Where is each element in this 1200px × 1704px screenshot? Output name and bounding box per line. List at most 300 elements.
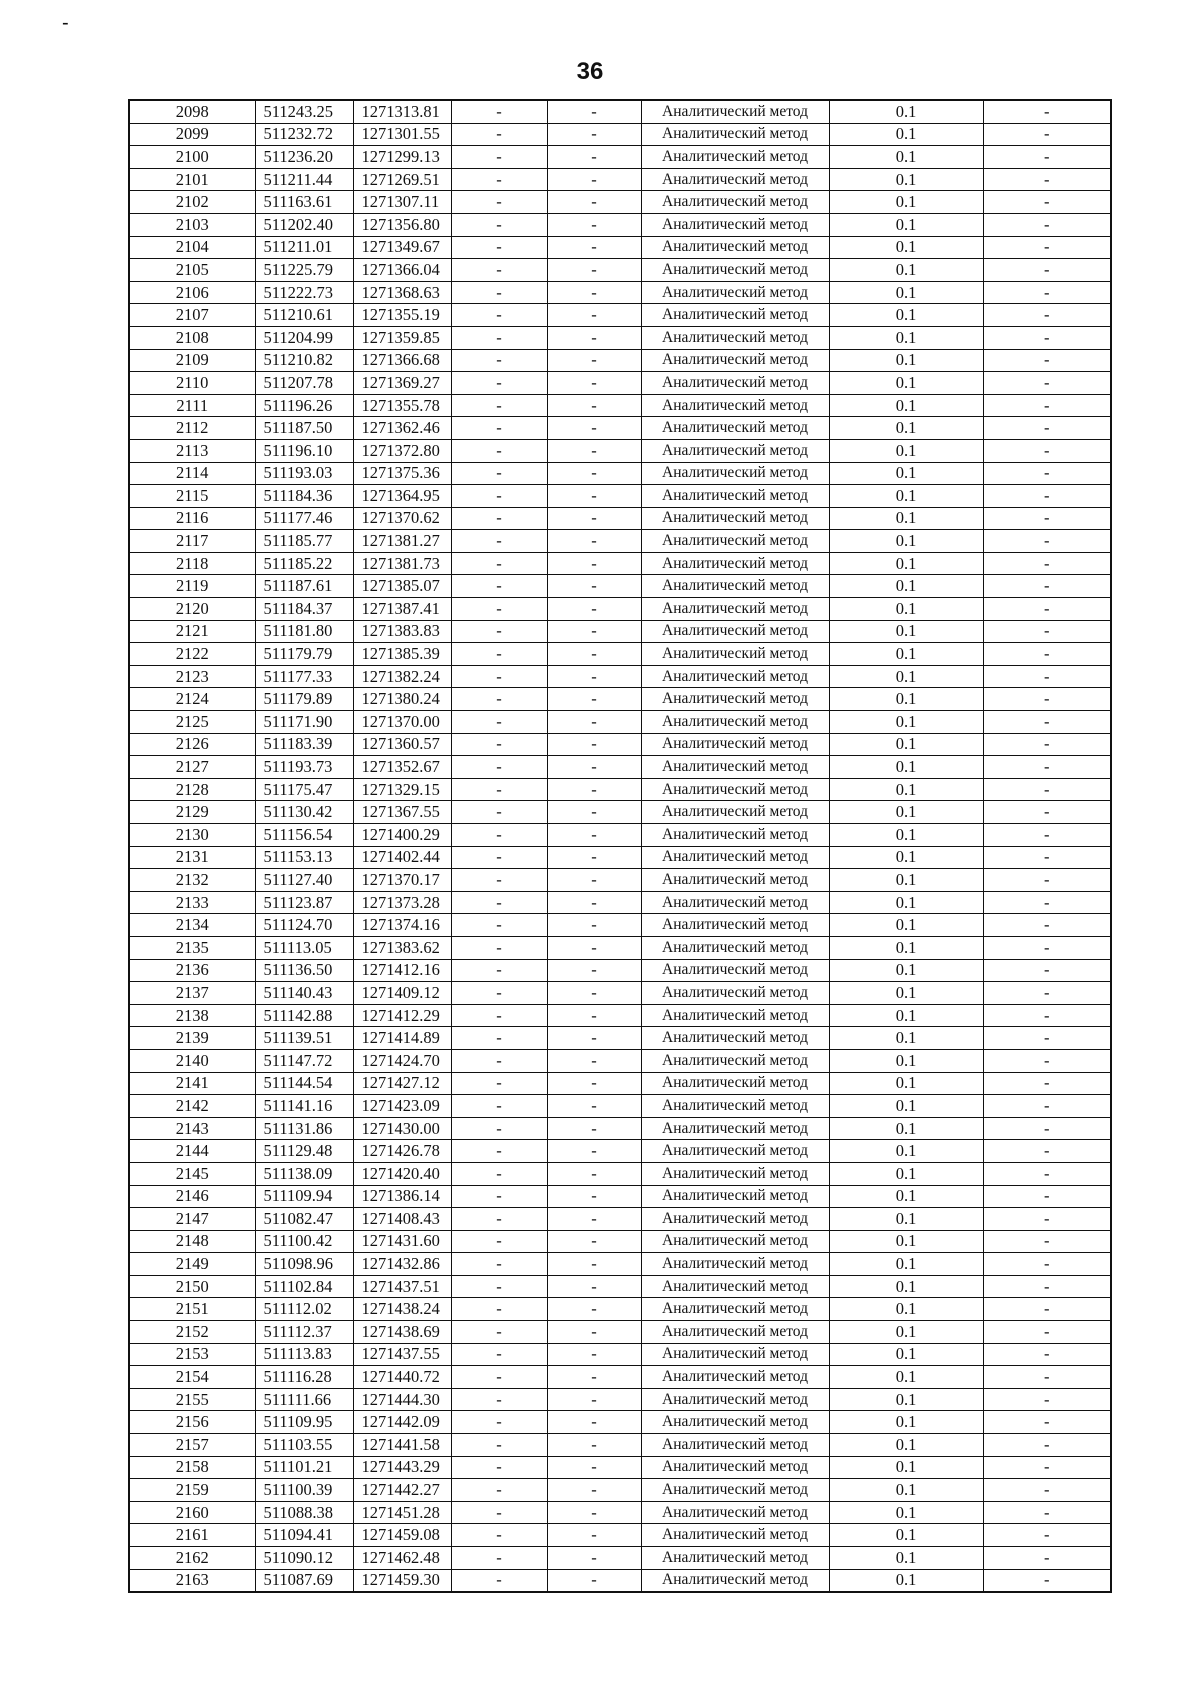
table-row: [129, 168, 1111, 191]
table-row: [129, 236, 1111, 259]
x-coordinate-cell: 511101.21: [255, 1456, 353, 1479]
accuracy-cell: 0.1: [829, 439, 983, 462]
column-8-cell: -: [983, 1117, 1111, 1140]
column-5-cell: -: [547, 1434, 641, 1457]
column-5-cell: -: [547, 1230, 641, 1253]
accuracy-cell: 0.1: [829, 1095, 983, 1118]
column-4-cell: -: [451, 1162, 547, 1185]
method-cell: Аналитический метод: [641, 349, 829, 372]
column-5-cell: -: [547, 259, 641, 282]
x-coordinate-cell: 511130.42: [255, 801, 353, 824]
table-row: [129, 1140, 1111, 1163]
x-coordinate-cell: 511211.01: [255, 236, 353, 259]
column-8-cell: -: [983, 778, 1111, 801]
x-coordinate-cell: 511103.55: [255, 1434, 353, 1457]
accuracy-cell: 0.1: [829, 1004, 983, 1027]
column-5-cell: -: [547, 1162, 641, 1185]
column-8-cell: -: [983, 394, 1111, 417]
x-coordinate-cell: 511140.43: [255, 982, 353, 1005]
point-number-cell: 2158: [129, 1456, 255, 1479]
table-row: [129, 213, 1111, 236]
point-number-cell: 2150: [129, 1275, 255, 1298]
table-row: [129, 620, 1111, 643]
column-8-cell: -: [983, 846, 1111, 869]
column-5-cell: -: [547, 711, 641, 734]
x-coordinate-cell: 511156.54: [255, 824, 353, 847]
point-number-cell: 2139: [129, 1027, 255, 1050]
point-number-cell: 2146: [129, 1185, 255, 1208]
table-row: [129, 507, 1111, 530]
table-row: [129, 123, 1111, 146]
table-body: [129, 100, 1111, 1592]
accuracy-cell: 0.1: [829, 462, 983, 485]
accuracy-cell: 0.1: [829, 168, 983, 191]
accuracy-cell: 0.1: [829, 1140, 983, 1163]
table-row: [129, 1569, 1111, 1592]
column-8-cell: -: [983, 1140, 1111, 1163]
accuracy-cell: 0.1: [829, 1275, 983, 1298]
table-row: [129, 575, 1111, 598]
column-5-cell: -: [547, 1388, 641, 1411]
y-coordinate-cell: 1271360.57: [353, 733, 451, 756]
table-row: [129, 259, 1111, 282]
point-number-cell: 2101: [129, 168, 255, 191]
accuracy-cell: 0.1: [829, 1343, 983, 1366]
column-4-cell: -: [451, 1411, 547, 1434]
column-4-cell: -: [451, 372, 547, 395]
table-row: [129, 598, 1111, 621]
x-coordinate-cell: 511225.79: [255, 259, 353, 282]
point-number-cell: 2161: [129, 1524, 255, 1547]
column-5-cell: -: [547, 778, 641, 801]
point-number-cell: 2102: [129, 191, 255, 214]
y-coordinate-cell: 1271427.12: [353, 1072, 451, 1095]
accuracy-cell: 0.1: [829, 236, 983, 259]
y-coordinate-cell: 1271442.09: [353, 1411, 451, 1434]
x-coordinate-cell: 511112.37: [255, 1321, 353, 1344]
column-5-cell: -: [547, 1456, 641, 1479]
point-number-cell: 2147: [129, 1208, 255, 1231]
x-coordinate-cell: 511211.44: [255, 168, 353, 191]
column-4-cell: -: [451, 100, 547, 123]
column-5-cell: -: [547, 485, 641, 508]
point-number-cell: 2163: [129, 1569, 255, 1592]
column-4-cell: -: [451, 417, 547, 440]
column-8-cell: -: [983, 824, 1111, 847]
point-number-cell: 2145: [129, 1162, 255, 1185]
table-row: [129, 801, 1111, 824]
column-8-cell: -: [983, 914, 1111, 937]
column-5-cell: -: [547, 575, 641, 598]
table-row: [129, 936, 1111, 959]
column-8-cell: -: [983, 1253, 1111, 1276]
table-row: [129, 733, 1111, 756]
column-8-cell: -: [983, 643, 1111, 666]
column-8-cell: -: [983, 507, 1111, 530]
column-8-cell: -: [983, 1479, 1111, 1502]
table-row: [129, 1208, 1111, 1231]
method-cell: Аналитический метод: [641, 1434, 829, 1457]
table-row: [129, 1117, 1111, 1140]
column-8-cell: -: [983, 417, 1111, 440]
column-8-cell: -: [983, 801, 1111, 824]
column-5-cell: -: [547, 507, 641, 530]
column-4-cell: -: [451, 1434, 547, 1457]
method-cell: Аналитический метод: [641, 620, 829, 643]
point-number-cell: 2152: [129, 1321, 255, 1344]
column-5-cell: -: [547, 100, 641, 123]
table-row: [129, 959, 1111, 982]
column-4-cell: -: [451, 1230, 547, 1253]
accuracy-cell: 0.1: [829, 394, 983, 417]
column-4-cell: -: [451, 349, 547, 372]
method-cell: Аналитический метод: [641, 1230, 829, 1253]
column-4-cell: -: [451, 1366, 547, 1389]
accuracy-cell: 0.1: [829, 711, 983, 734]
column-4-cell: -: [451, 1479, 547, 1502]
point-number-cell: 2138: [129, 1004, 255, 1027]
table-row: [129, 326, 1111, 349]
column-5-cell: -: [547, 1343, 641, 1366]
column-8-cell: -: [983, 326, 1111, 349]
y-coordinate-cell: 1271364.95: [353, 485, 451, 508]
column-5-cell: -: [547, 959, 641, 982]
x-coordinate-cell: 511109.95: [255, 1411, 353, 1434]
x-coordinate-cell: 511175.47: [255, 778, 353, 801]
x-coordinate-cell: 511113.83: [255, 1343, 353, 1366]
accuracy-cell: 0.1: [829, 1072, 983, 1095]
table-row: [129, 1162, 1111, 1185]
method-cell: Аналитический метод: [641, 1298, 829, 1321]
y-coordinate-cell: 1271440.72: [353, 1366, 451, 1389]
table-row: [129, 1411, 1111, 1434]
y-coordinate-cell: 1271370.62: [353, 507, 451, 530]
x-coordinate-cell: 511100.42: [255, 1230, 353, 1253]
x-coordinate-cell: 511243.25: [255, 100, 353, 123]
column-8-cell: -: [983, 485, 1111, 508]
point-number-cell: 2134: [129, 914, 255, 937]
y-coordinate-cell: 1271383.62: [353, 936, 451, 959]
column-4-cell: -: [451, 756, 547, 779]
column-4-cell: -: [451, 575, 547, 598]
method-cell: Аналитический метод: [641, 733, 829, 756]
coordinates-table: [128, 99, 1112, 1593]
y-coordinate-cell: 1271426.78: [353, 1140, 451, 1163]
table-row: [129, 1547, 1111, 1570]
method-cell: Аналитический метод: [641, 711, 829, 734]
accuracy-cell: 0.1: [829, 891, 983, 914]
point-number-cell: 2114: [129, 462, 255, 485]
x-coordinate-cell: 511111.66: [255, 1388, 353, 1411]
point-number-cell: 2110: [129, 372, 255, 395]
column-4-cell: -: [451, 507, 547, 530]
accuracy-cell: 0.1: [829, 417, 983, 440]
point-number-cell: 2129: [129, 801, 255, 824]
y-coordinate-cell: 1271307.11: [353, 191, 451, 214]
method-cell: Аналитический метод: [641, 1275, 829, 1298]
column-5-cell: -: [547, 891, 641, 914]
y-coordinate-cell: 1271444.30: [353, 1388, 451, 1411]
accuracy-cell: 0.1: [829, 507, 983, 530]
accuracy-cell: 0.1: [829, 733, 983, 756]
column-5-cell: -: [547, 688, 641, 711]
method-cell: Аналитический метод: [641, 1095, 829, 1118]
column-4-cell: -: [451, 1004, 547, 1027]
accuracy-cell: 0.1: [829, 1298, 983, 1321]
point-number-cell: 2159: [129, 1479, 255, 1502]
column-4-cell: -: [451, 1095, 547, 1118]
x-coordinate-cell: 511116.28: [255, 1366, 353, 1389]
accuracy-cell: 0.1: [829, 1185, 983, 1208]
column-4-cell: -: [451, 1501, 547, 1524]
accuracy-cell: 0.1: [829, 778, 983, 801]
y-coordinate-cell: 1271372.80: [353, 439, 451, 462]
x-coordinate-cell: 511131.86: [255, 1117, 353, 1140]
table-row: [129, 485, 1111, 508]
point-number-cell: 2100: [129, 146, 255, 169]
x-coordinate-cell: 511109.94: [255, 1185, 353, 1208]
point-number-cell: 2160: [129, 1501, 255, 1524]
x-coordinate-cell: 511136.50: [255, 959, 353, 982]
y-coordinate-cell: 1271352.67: [353, 756, 451, 779]
y-coordinate-cell: 1271420.40: [353, 1162, 451, 1185]
method-cell: Аналитический метод: [641, 1253, 829, 1276]
table-row: [129, 982, 1111, 1005]
table-row: [129, 1230, 1111, 1253]
method-cell: Аналитический метод: [641, 1072, 829, 1095]
y-coordinate-cell: 1271430.00: [353, 1117, 451, 1140]
point-number-cell: 2112: [129, 417, 255, 440]
column-5-cell: -: [547, 982, 641, 1005]
y-coordinate-cell: 1271383.83: [353, 620, 451, 643]
y-coordinate-cell: 1271438.69: [353, 1321, 451, 1344]
column-5-cell: -: [547, 236, 641, 259]
y-coordinate-cell: 1271385.07: [353, 575, 451, 598]
method-cell: Аналитический метод: [641, 1411, 829, 1434]
column-5-cell: -: [547, 1117, 641, 1140]
table-row: [129, 1275, 1111, 1298]
y-coordinate-cell: 1271386.14: [353, 1185, 451, 1208]
accuracy-cell: 0.1: [829, 485, 983, 508]
point-number-cell: 2116: [129, 507, 255, 530]
accuracy-cell: 0.1: [829, 1208, 983, 1231]
x-coordinate-cell: 511142.88: [255, 1004, 353, 1027]
method-cell: Аналитический метод: [641, 417, 829, 440]
y-coordinate-cell: 1271382.24: [353, 665, 451, 688]
column-5-cell: -: [547, 1253, 641, 1276]
column-5-cell: -: [547, 1298, 641, 1321]
column-4-cell: -: [451, 123, 547, 146]
method-cell: Аналитический метод: [641, 914, 829, 937]
table-row: [129, 688, 1111, 711]
column-8-cell: -: [983, 575, 1111, 598]
point-number-cell: 2109: [129, 349, 255, 372]
table-row: [129, 1185, 1111, 1208]
method-cell: Аналитический метод: [641, 259, 829, 282]
column-4-cell: -: [451, 326, 547, 349]
y-coordinate-cell: 1271301.55: [353, 123, 451, 146]
column-4-cell: -: [451, 1275, 547, 1298]
point-number-cell: 2133: [129, 891, 255, 914]
y-coordinate-cell: 1271359.85: [353, 326, 451, 349]
method-cell: Аналитический метод: [641, 372, 829, 395]
x-coordinate-cell: 511102.84: [255, 1275, 353, 1298]
accuracy-cell: 0.1: [829, 982, 983, 1005]
table-row: [129, 778, 1111, 801]
table-row: [129, 914, 1111, 937]
column-5-cell: -: [547, 213, 641, 236]
method-cell: Аналитический метод: [641, 123, 829, 146]
x-coordinate-cell: 511222.73: [255, 281, 353, 304]
y-coordinate-cell: 1271459.08: [353, 1524, 451, 1547]
column-8-cell: -: [983, 1027, 1111, 1050]
point-number-cell: 2113: [129, 439, 255, 462]
x-coordinate-cell: 511171.90: [255, 711, 353, 734]
point-number-cell: 2111: [129, 394, 255, 417]
y-coordinate-cell: 1271400.29: [353, 824, 451, 847]
table-row: [129, 1027, 1111, 1050]
method-cell: Аналитический метод: [641, 394, 829, 417]
table-row: [129, 1388, 1111, 1411]
column-5-cell: -: [547, 326, 641, 349]
table-row: [129, 1434, 1111, 1457]
column-4-cell: -: [451, 665, 547, 688]
point-number-cell: 2162: [129, 1547, 255, 1570]
y-coordinate-cell: 1271368.63: [353, 281, 451, 304]
table-row: [129, 891, 1111, 914]
point-number-cell: 2153: [129, 1343, 255, 1366]
accuracy-cell: 0.1: [829, 620, 983, 643]
y-coordinate-cell: 1271437.55: [353, 1343, 451, 1366]
x-coordinate-cell: 511139.51: [255, 1027, 353, 1050]
x-coordinate-cell: 511141.16: [255, 1095, 353, 1118]
column-4-cell: -: [451, 869, 547, 892]
method-cell: Аналитический метод: [641, 1501, 829, 1524]
x-coordinate-cell: 511123.87: [255, 891, 353, 914]
accuracy-cell: 0.1: [829, 1162, 983, 1185]
method-cell: Аналитический метод: [641, 1569, 829, 1592]
accuracy-cell: 0.1: [829, 259, 983, 282]
column-5-cell: -: [547, 552, 641, 575]
accuracy-cell: 0.1: [829, 824, 983, 847]
method-cell: Аналитический метод: [641, 959, 829, 982]
column-4-cell: -: [451, 936, 547, 959]
y-coordinate-cell: 1271299.13: [353, 146, 451, 169]
accuracy-cell: 0.1: [829, 146, 983, 169]
accuracy-cell: 0.1: [829, 552, 983, 575]
y-coordinate-cell: 1271408.43: [353, 1208, 451, 1231]
column-5-cell: -: [547, 1208, 641, 1231]
method-cell: Аналитический метод: [641, 1479, 829, 1502]
table-row: [129, 643, 1111, 666]
column-4-cell: -: [451, 236, 547, 259]
y-coordinate-cell: 1271459.30: [353, 1569, 451, 1592]
y-coordinate-cell: 1271462.48: [353, 1547, 451, 1570]
y-coordinate-cell: 1271373.28: [353, 891, 451, 914]
column-8-cell: -: [983, 1298, 1111, 1321]
x-coordinate-cell: 511187.50: [255, 417, 353, 440]
accuracy-cell: 0.1: [829, 1411, 983, 1434]
accuracy-cell: 0.1: [829, 959, 983, 982]
column-8-cell: -: [983, 688, 1111, 711]
column-4-cell: -: [451, 914, 547, 937]
column-4-cell: -: [451, 620, 547, 643]
point-number-cell: 2148: [129, 1230, 255, 1253]
point-number-cell: 2106: [129, 281, 255, 304]
x-coordinate-cell: 511196.26: [255, 394, 353, 417]
x-coordinate-cell: 511124.70: [255, 914, 353, 937]
x-coordinate-cell: 511179.89: [255, 688, 353, 711]
table-row: [129, 1524, 1111, 1547]
table-row: [129, 191, 1111, 214]
point-number-cell: 2144: [129, 1140, 255, 1163]
column-4-cell: -: [451, 733, 547, 756]
column-4-cell: -: [451, 485, 547, 508]
point-number-cell: 2136: [129, 959, 255, 982]
column-4-cell: -: [451, 1524, 547, 1547]
column-4-cell: -: [451, 801, 547, 824]
column-8-cell: -: [983, 100, 1111, 123]
column-5-cell: -: [547, 191, 641, 214]
column-8-cell: -: [983, 1208, 1111, 1231]
column-8-cell: -: [983, 236, 1111, 259]
column-8-cell: -: [983, 1230, 1111, 1253]
method-cell: Аналитический метод: [641, 213, 829, 236]
column-8-cell: -: [983, 711, 1111, 734]
method-cell: Аналитический метод: [641, 1547, 829, 1570]
table-row: [129, 281, 1111, 304]
y-coordinate-cell: 1271362.46: [353, 417, 451, 440]
column-8-cell: -: [983, 259, 1111, 282]
column-8-cell: -: [983, 620, 1111, 643]
accuracy-cell: 0.1: [829, 372, 983, 395]
method-cell: Аналитический метод: [641, 665, 829, 688]
method-cell: Аналитический метод: [641, 462, 829, 485]
column-4-cell: -: [451, 1343, 547, 1366]
table-row: [129, 1095, 1111, 1118]
column-5-cell: -: [547, 1072, 641, 1095]
column-8-cell: -: [983, 1456, 1111, 1479]
accuracy-cell: 0.1: [829, 213, 983, 236]
accuracy-cell: 0.1: [829, 1230, 983, 1253]
accuracy-cell: 0.1: [829, 1388, 983, 1411]
y-coordinate-cell: 1271367.55: [353, 801, 451, 824]
x-coordinate-cell: 511082.47: [255, 1208, 353, 1231]
point-number-cell: 2142: [129, 1095, 255, 1118]
table-row: [129, 665, 1111, 688]
column-4-cell: -: [451, 846, 547, 869]
table-row: [129, 304, 1111, 327]
method-cell: Аналитический метод: [641, 1343, 829, 1366]
point-number-cell: 2124: [129, 688, 255, 711]
column-8-cell: -: [983, 1321, 1111, 1344]
method-cell: Аналитический метод: [641, 1140, 829, 1163]
accuracy-cell: 0.1: [829, 801, 983, 824]
x-coordinate-cell: 511090.12: [255, 1547, 353, 1570]
table-row: [129, 1343, 1111, 1366]
method-cell: Аналитический метод: [641, 936, 829, 959]
point-number-cell: 2125: [129, 711, 255, 734]
point-number-cell: 2118: [129, 552, 255, 575]
method-cell: Аналитический метод: [641, 1321, 829, 1344]
method-cell: Аналитический метод: [641, 100, 829, 123]
method-cell: Аналитический метод: [641, 1004, 829, 1027]
page-number: 36: [576, 58, 604, 85]
column-8-cell: -: [983, 349, 1111, 372]
accuracy-cell: 0.1: [829, 349, 983, 372]
accuracy-cell: 0.1: [829, 1049, 983, 1072]
x-coordinate-cell: 511193.03: [255, 462, 353, 485]
